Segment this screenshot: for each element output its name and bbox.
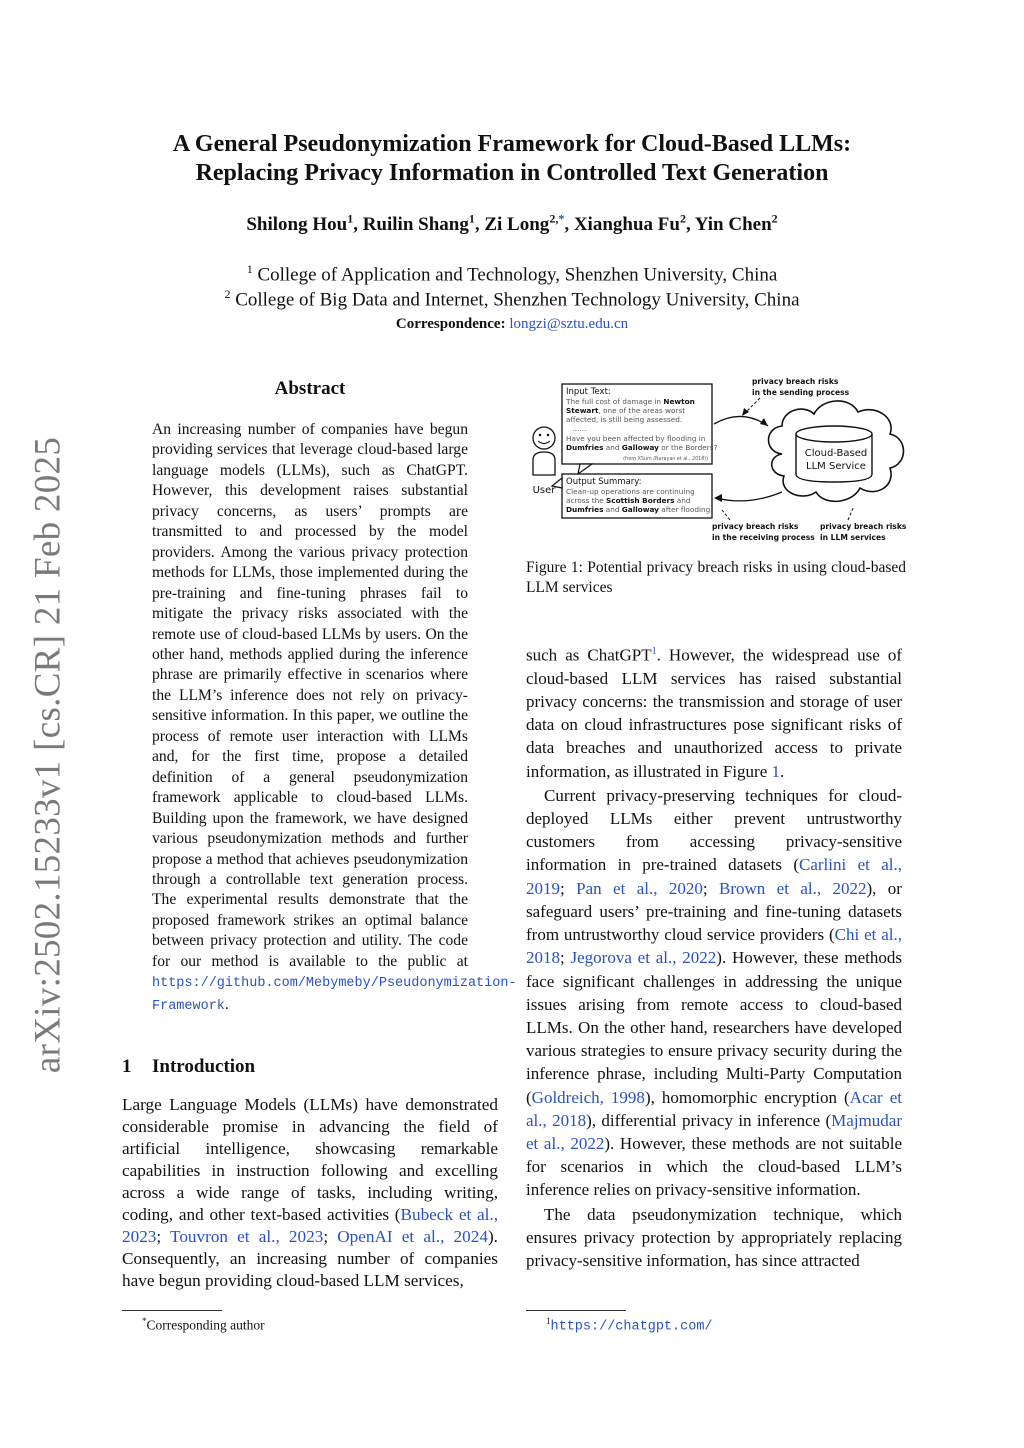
- footnote-chatgpt: $^1$https://chatgpt.com/: [546, 1316, 713, 1335]
- right-paragraph-3: The data pseudonymization technique, which ensures privacy protection by appropriately replacing privacy-sensitive information, has since attracted: [526, 1204, 902, 1270]
- correspondence-email-link[interactable]: longzi@sztu.edu.cn: [509, 316, 629, 332]
- input-line: Stewart, one of the areas worst: [566, 406, 686, 415]
- affiliation-2: $^2$ College of Big Data and Internet, Shenzhen Technology University, China: [224, 287, 800, 311]
- citation-link[interactable]: Chi et al., 2018: [526, 925, 902, 968]
- citation-link[interactable]: Goldreich, 1998: [531, 1087, 645, 1107]
- input-label: Input Text:: [566, 387, 611, 397]
- title-line-2: Replacing Privacy Information in Controlled Text Generation: [195, 160, 829, 186]
- input-source: (from XSum (Narayan et al., 2018)): [623, 457, 708, 462]
- right-paragraph-2: Current privacy-preserving techniques for cloud-deployed LLMs either prevent untrustworthy customers from accessing privacy-sensitive information in pre-trained datasets (Carlini et al., 2019; Pan et al., 2020; Brown et al., 2022), or safeguard users’ pre-training and fine-tuning datasets from untrustworthy cloud service providers (Chi et al., 2018; Jegorova et al., 2022). However, these methods face significant challenges in addressing the unique issues arising from remote access to cloud-based LLMs. On the other hand, researchers have developed various strategies to ensure privacy security during the inference phrase, including Multi-Party Computation (Goldreich, 1998), homomorphic encryption (Acar et al., 2018), differential privacy in inference (Majmudar et al., 2022). However, these methods are not suitable for scenarios in which the cloud-based LLM’s inference relies on privacy-sensitive information.: [526, 785, 902, 1200]
- affiliation-1: $^1$ College of Application and Technology, Shenzhen University, China: [246, 262, 778, 286]
- arxiv-identifier: arXiv:2502.15233v1 [cs.CR] 21 Feb 2025: [27, 436, 69, 1074]
- risk-receiving-pointer: [722, 510, 730, 520]
- user-icon: [533, 427, 555, 475]
- correspondence: Correspondence: longzi@sztu.edu.cn: [395, 316, 629, 332]
- author: Yin Chen$^2$: [694, 212, 778, 236]
- footnote-rule: [122, 1310, 222, 1311]
- risk-receiving-line-1: privacy breach risks: [712, 522, 799, 531]
- section-heading-introduction: 1 Introduction: [122, 1056, 256, 1077]
- output-line: Dumfries and Galloway after flooding.: [566, 505, 713, 514]
- risk-llm-line-2: in LLM services: [820, 533, 886, 542]
- receive-arrow: [716, 492, 782, 501]
- abstract-heading: Abstract: [274, 378, 346, 399]
- risk-sending-line-1: privacy breach risks: [752, 377, 839, 386]
- output-line: Clean-up operations are continuing: [566, 487, 695, 496]
- author: Ruilin Shang$^1$,: [362, 212, 485, 236]
- citation-link[interactable]: OpenAI et al., 2024: [337, 1227, 488, 1246]
- citation-link[interactable]: Brown et al., 2022: [718, 878, 867, 898]
- citation-link[interactable]: Bubeck et al., 2023: [122, 1205, 499, 1246]
- figure-ref-link[interactable]: 1: [771, 761, 781, 781]
- send-arrow: [714, 416, 768, 426]
- citation-link[interactable]: Carlini et al., 2019: [526, 855, 902, 898]
- citation-link[interactable]: Touvron et al., 2023: [170, 1227, 324, 1246]
- footnote-rule: [526, 1310, 626, 1311]
- intro-paragraph: Large Language Models (LLMs) have demonstrated considerable promise in advancing the field of artificial intelligence, showcasing remarkable capabilities in instruction following and excelling across a wide range of tasks, including writing, coding, and other text-based activities (Bubeck et al., 2023; Touvron et al., 2023; OpenAI et al., 2024). Consequently, an increasing number of companies have begun providing cloud-based LLM services,: [122, 1095, 499, 1290]
- input-line: Dumfries and Galloway or the Borders?: [566, 443, 718, 452]
- author: Zi Long$^{2,*}$,: [484, 212, 574, 236]
- input-line: Have you been affected by flooding in: [566, 434, 706, 443]
- input-bubble-tail: [578, 464, 592, 474]
- citation-link[interactable]: Jegorova et al., 2022: [570, 948, 717, 968]
- citation-link[interactable]: Majmudar et al., 2022: [526, 1110, 902, 1153]
- input-line: ……: [572, 424, 587, 433]
- citation-link[interactable]: Pan et al., 2020: [576, 878, 703, 898]
- abstract-body: An increasing number of companies have begun providing services that leverage cloud-based large language models (LLMs), such as ChatGPT. However, this development raises substantial privacy concerns, as users’ prompts are transmitted to and processed by the model providers. Among the various privacy protection methods for LLMs, those implemented during the pre-training and fine-tuning phrases fail to mitigate the privacy risks associated with the remote use of cloud-based LLMs by users. On the other hand, methods applied during the inference phrase are primarily effective in scenarios where the LLM’s inference does not rely on privacy-sensitive information. In this paper, we outline the process of remote user interaction with LLMs and, for the first time, propose a detailed definition of a general pseudonymization framework applicable to cloud-based LLMs. Building upon the framework, we have designed various pseudonymization methods and further propose a method that achieves pseudonymization through a controllable text generation process. The experimental results demonstrate that the proposed framework strikes an optimal balance between privacy protection and utility. The code for our method is available to the public at https://github.com/Mebymeby/Pseudonymization-Framework.: [152, 421, 517, 1014]
- output-label: Output Summary:: [566, 477, 642, 487]
- title-line-1: A General Pseudonymization Framework for Cloud-Based LLMs:: [172, 131, 852, 157]
- author-list: [120, 212, 904, 236]
- code-url-link[interactable]: https://github.com/Mebymeby/Pseudonymization-Framework: [152, 976, 517, 1014]
- paper-title: [120, 130, 904, 188]
- risk-llm-pointer: [848, 506, 854, 520]
- output-line: across the Scottish Borders and: [566, 496, 691, 505]
- risk-sending-line-2: in the sending process: [752, 388, 850, 397]
- risk-receiving-line-2: in the receiving process: [712, 533, 815, 542]
- right-paragraph-1: such as ChatGPT$^1$. However, the widespread use of cloud-based LLM services has raised substantial privacy concerns: the transmission and storage of user data on cloud infrastructures pose significant risks of data breaches and unauthorized access to private information, as illustrated in Figure 1.: [526, 645, 902, 781]
- arxiv-sidebar: [8, 436, 88, 1074]
- right-column-body: [526, 640, 902, 1272]
- input-line: The full cost of damage in Newton: [566, 397, 695, 406]
- chatgpt-url-link[interactable]: https://chatgpt.com/: [550, 1319, 713, 1335]
- footnote-ref-link[interactable]: 1: [651, 646, 657, 657]
- author: Shilong Hou$^1$,: [246, 212, 363, 236]
- footnote-corresponding: *Corresponding author: [142, 1316, 265, 1333]
- corresponding-mark-link[interactable]: *: [558, 212, 565, 226]
- risk-llm-line-1: privacy breach risks: [820, 522, 907, 531]
- figure-1-caption: Figure 1: Potential privacy breach risks in using cloud-based LLM services: [526, 559, 906, 596]
- cloud-label-line-1: Cloud-Based: [804, 448, 868, 459]
- input-line: affected, is still being assessed.: [566, 415, 683, 424]
- arrow-head-icon: [714, 494, 722, 502]
- cloud-label-line-2: LLM Service: [806, 461, 866, 472]
- citation-link[interactable]: Acar et al., 2018: [526, 1087, 902, 1130]
- user-label: User: [532, 485, 556, 496]
- arrow-head-icon: [742, 408, 749, 416]
- figure-1-diagram: [520, 374, 912, 548]
- author: Xianghua Fu$^2$,: [573, 212, 695, 236]
